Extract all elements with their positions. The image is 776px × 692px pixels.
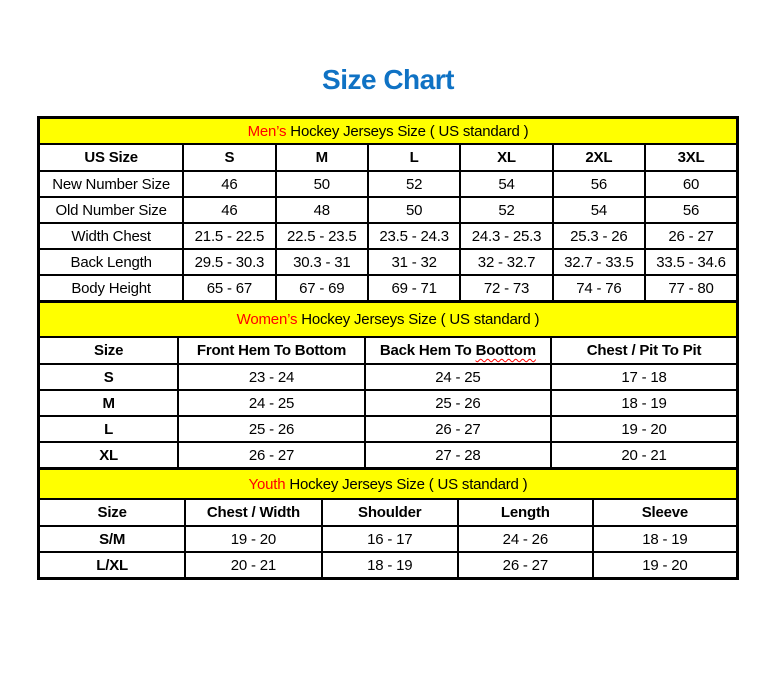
table-row [39, 416, 738, 442]
value-cell: 50 [368, 197, 460, 223]
youth-size-table [37, 467, 739, 580]
row-label: Back Length [39, 249, 184, 275]
row-label: New Number Size [39, 171, 184, 197]
row-label: Body Height [39, 275, 184, 302]
value-cell: 22.5 - 23.5 [276, 223, 368, 249]
column-header: M [276, 144, 368, 171]
value-cell: 69 - 71 [368, 275, 460, 302]
womens-size-table [37, 300, 739, 470]
caption-highlight-word: Men’s [247, 122, 287, 140]
table-row [39, 390, 738, 416]
value-cell: 26 - 27 [365, 416, 551, 442]
value-cell: 21.5 - 22.5 [183, 223, 275, 249]
value-cell: 24 - 25 [365, 364, 551, 390]
value-cell: 31 - 32 [368, 249, 460, 275]
value-cell: 32.7 - 33.5 [553, 249, 645, 275]
column-header: Size [39, 337, 179, 364]
column-header: Size [39, 499, 186, 526]
table-row [39, 364, 738, 390]
value-cell: 23.5 - 24.3 [368, 223, 460, 249]
column-header: 3XL [645, 144, 737, 171]
column-header: L [368, 144, 460, 171]
value-cell: 46 [183, 171, 275, 197]
row-label: Width Chest [39, 223, 184, 249]
row-label: Old Number Size [39, 197, 184, 223]
row-label: S [39, 364, 179, 390]
value-cell: 19 - 20 [593, 552, 738, 579]
value-cell: 20 - 21 [185, 552, 321, 579]
value-cell: 56 [553, 171, 645, 197]
value-cell: 16 - 17 [322, 526, 458, 552]
value-cell: 32 - 32.7 [460, 249, 552, 275]
mens-size-table [37, 116, 739, 303]
column-header: Sleeve [593, 499, 738, 526]
value-cell: 26 - 27 [178, 442, 364, 469]
column-header: Shoulder [322, 499, 458, 526]
table-row [39, 526, 738, 552]
value-cell: 54 [553, 197, 645, 223]
caption-highlight-word: Youth [248, 475, 286, 493]
value-cell: 65 - 67 [183, 275, 275, 302]
value-cell: 74 - 76 [553, 275, 645, 302]
row-label: XL [39, 442, 179, 469]
value-cell: 48 [276, 197, 368, 223]
value-cell: 19 - 20 [551, 416, 737, 442]
value-cell: 77 - 80 [645, 275, 737, 302]
table-row [39, 249, 738, 275]
value-cell: 60 [645, 171, 737, 197]
value-cell: 26 - 27 [458, 552, 593, 579]
value-cell: 19 - 20 [185, 526, 321, 552]
value-cell: 50 [276, 171, 368, 197]
value-cell: 20 - 21 [551, 442, 737, 469]
mens-caption: Men’s Hockey Jerseys Size ( US standard ) [39, 118, 738, 145]
row-label: M [39, 390, 179, 416]
value-cell: 33.5 - 34.6 [645, 249, 737, 275]
value-cell: 23 - 24 [178, 364, 364, 390]
column-header: S [183, 144, 275, 171]
value-cell: 25.3 - 26 [553, 223, 645, 249]
value-cell: 30.3 - 31 [276, 249, 368, 275]
value-cell: 25 - 26 [178, 416, 364, 442]
table-row [39, 171, 738, 197]
table-row [39, 223, 738, 249]
value-cell: 29.5 - 30.3 [183, 249, 275, 275]
value-cell: 24.3 - 25.3 [460, 223, 552, 249]
column-header: Chest / Pit To Pit [551, 337, 737, 364]
value-cell: 24 - 25 [178, 390, 364, 416]
column-header: US Size [39, 144, 184, 171]
column-header: 2XL [553, 144, 645, 171]
value-cell: 18 - 19 [551, 390, 737, 416]
value-cell: 67 - 69 [276, 275, 368, 302]
value-cell: 46 [183, 197, 275, 223]
row-label: L [39, 416, 179, 442]
table-row [39, 442, 738, 469]
table-row [39, 197, 738, 223]
value-cell: 56 [645, 197, 737, 223]
value-cell: 26 - 27 [645, 223, 737, 249]
column-header: Chest / Width [185, 499, 321, 526]
value-cell: 52 [460, 197, 552, 223]
value-cell: 17 - 18 [551, 364, 737, 390]
value-cell: 18 - 19 [322, 552, 458, 579]
value-cell: 52 [368, 171, 460, 197]
misspelled-word: Boottom [475, 342, 536, 359]
value-cell: 25 - 26 [365, 390, 551, 416]
size-tables-container [37, 116, 739, 580]
table-row [39, 552, 738, 579]
column-header: Length [458, 499, 593, 526]
column-header: Back Hem To Boottom [365, 337, 551, 364]
page-title: Size Chart [322, 64, 454, 95]
value-cell: 24 - 26 [458, 526, 593, 552]
table-row [39, 275, 738, 302]
youth-caption: Youth Hockey Jerseys Size ( US standard ) [39, 469, 738, 500]
womens-caption: Women’s Hockey Jerseys Size ( US standard ) [39, 302, 738, 338]
row-label: L/XL [39, 552, 186, 579]
value-cell: 54 [460, 171, 552, 197]
row-label: S/M [39, 526, 186, 552]
value-cell: 72 - 73 [460, 275, 552, 302]
value-cell: 27 - 28 [365, 442, 551, 469]
caption-highlight-word: Women’s [236, 311, 298, 328]
column-header: Front Hem To Bottom [178, 337, 364, 364]
column-header: XL [460, 144, 552, 171]
value-cell: 18 - 19 [593, 526, 738, 552]
